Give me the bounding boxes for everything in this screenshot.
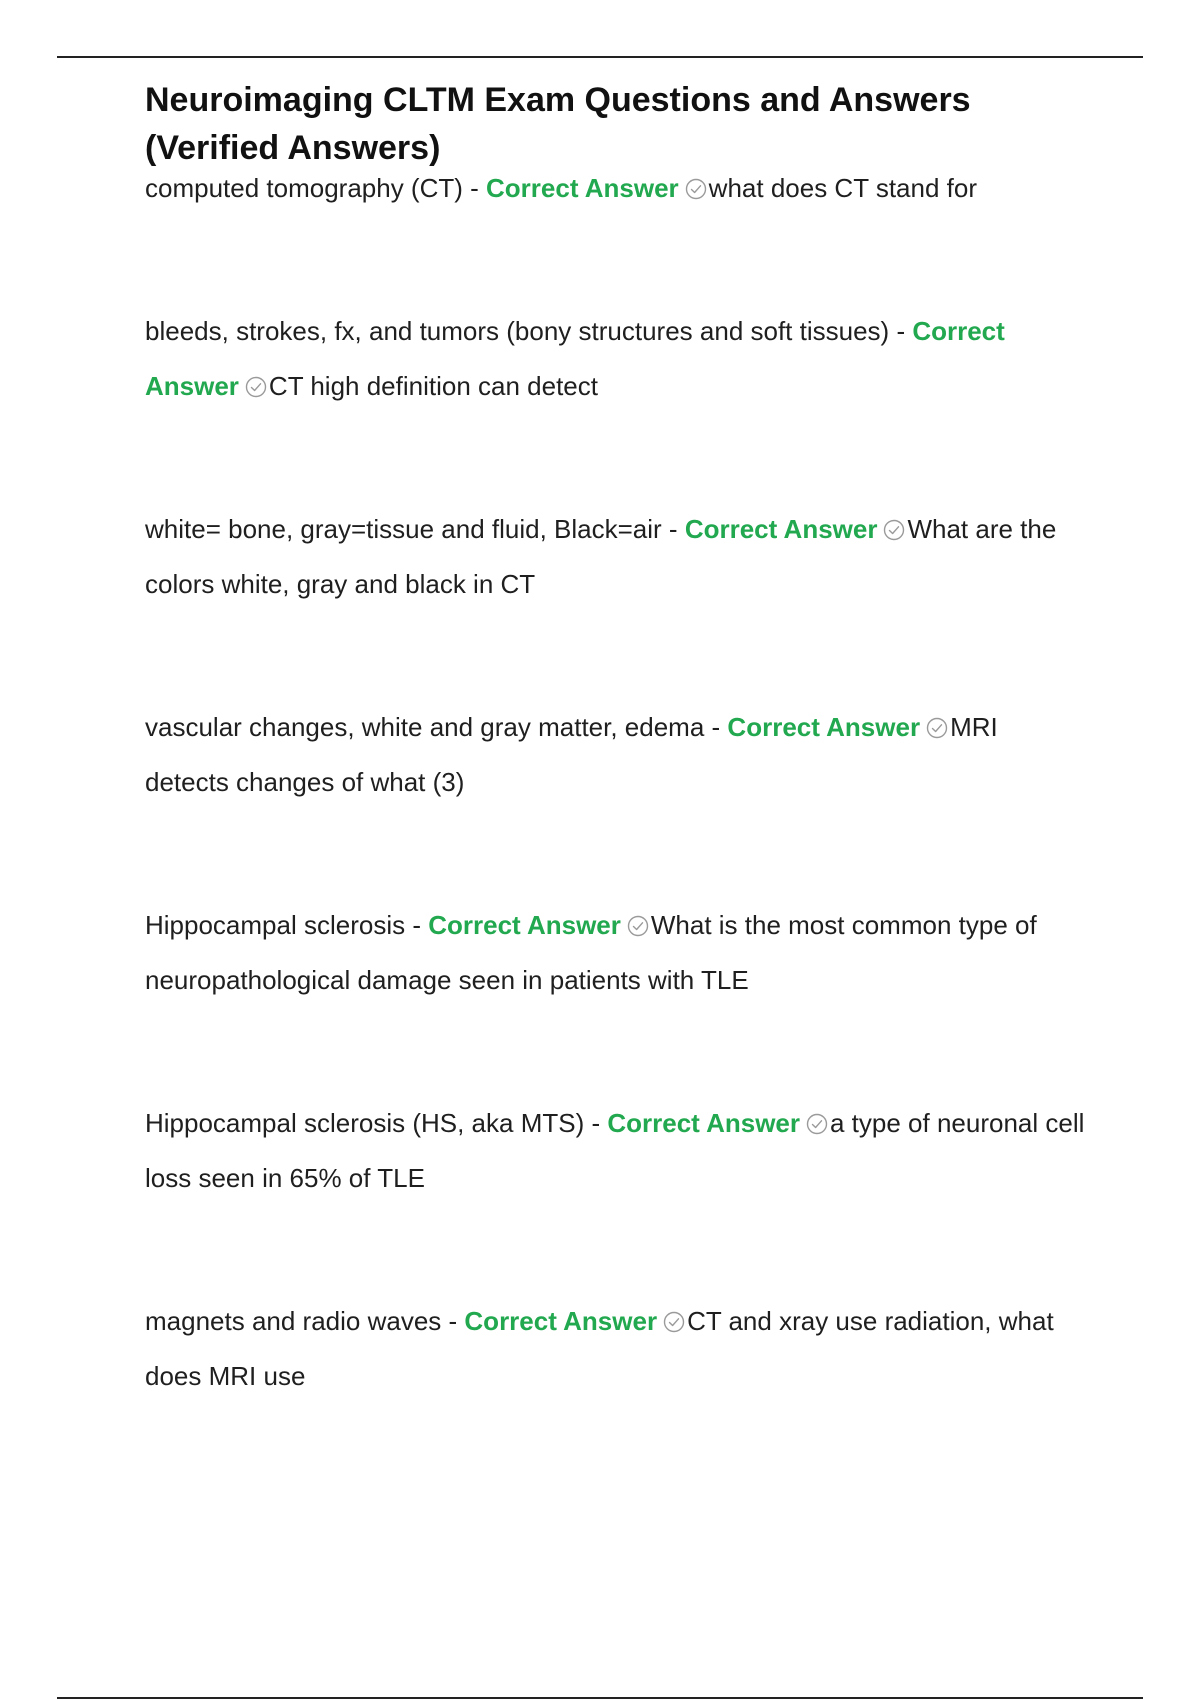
circle-check-icon [627,915,649,937]
top-rule [57,56,1143,58]
correct-answer-label: Correct Answer [486,173,679,203]
bottom-rule [57,1697,1143,1699]
document-title [145,76,1085,172]
title-line-2: (Verified Answers) [145,129,441,167]
circle-check-icon [663,1311,685,1333]
entry-question: a type of neuronal cell loss seen in 65% of TLE [145,1108,1085,1193]
qa-entry [145,1294,1085,1404]
qa-entry [145,304,1085,414]
circle-check-icon [245,376,267,398]
entry-answer: magnets and radio waves [145,1306,442,1336]
entry-separator: - [462,173,487,203]
entry-answer: vascular changes, white and gray matter, edema [145,712,705,742]
qa-entry [145,161,1085,216]
correct-answer-label: Correct Answer [428,910,621,940]
circle-check-icon [883,519,905,541]
entry-question: What is the most common type of neuropathological damage seen in patients with TLE [145,910,1037,995]
qa-entry [145,1096,1085,1206]
entry-separator: - [405,910,429,940]
entry-question: MRI detects changes of what (3) [145,712,998,797]
qa-entry [145,700,1085,810]
entry-answer: Hippocampal sclerosis (HS, aka MTS) [145,1108,585,1138]
entry-separator: - [889,316,913,346]
circle-check-icon [806,1113,828,1135]
correct-answer-label: Correct Answer [145,316,1005,401]
circle-check-icon [685,178,707,200]
qa-entry [145,502,1085,612]
correct-answer-label: Correct Answer [684,514,878,544]
correct-answer-label: Correct Answer [464,1306,658,1336]
entry-answer: white= bone, gray=tissue and fluid, Black=air [145,514,662,544]
circle-check-icon [926,717,948,739]
entry-question: what does CT stand for [708,173,977,203]
entry-separator: - [661,514,685,544]
entry-answer: Hippocampal sclerosis [145,910,406,940]
title-line-1: Neuroimaging CLTM Exam Questions and Answers [145,81,971,119]
entry-question: What are the colors white, gray and black in CT [145,514,1057,599]
document-body [145,76,1085,1404]
entry-separator: - [584,1108,608,1138]
correct-answer-label: Correct Answer [607,1108,800,1138]
entry-question: CT and xray use radiation, what does MRI use [145,1306,1054,1391]
entry-separator: - [441,1306,465,1336]
entry-answer: bleeds, strokes, fx, and tumors (bony structures and soft tissues) [145,316,890,346]
qa-entry [145,898,1085,1008]
entry-answer: computed tomography (CT) [145,173,463,203]
correct-answer-label: Correct Answer [727,712,921,742]
entry-separator: - [704,712,728,742]
entry-question: CT high definition can detect [268,371,598,401]
